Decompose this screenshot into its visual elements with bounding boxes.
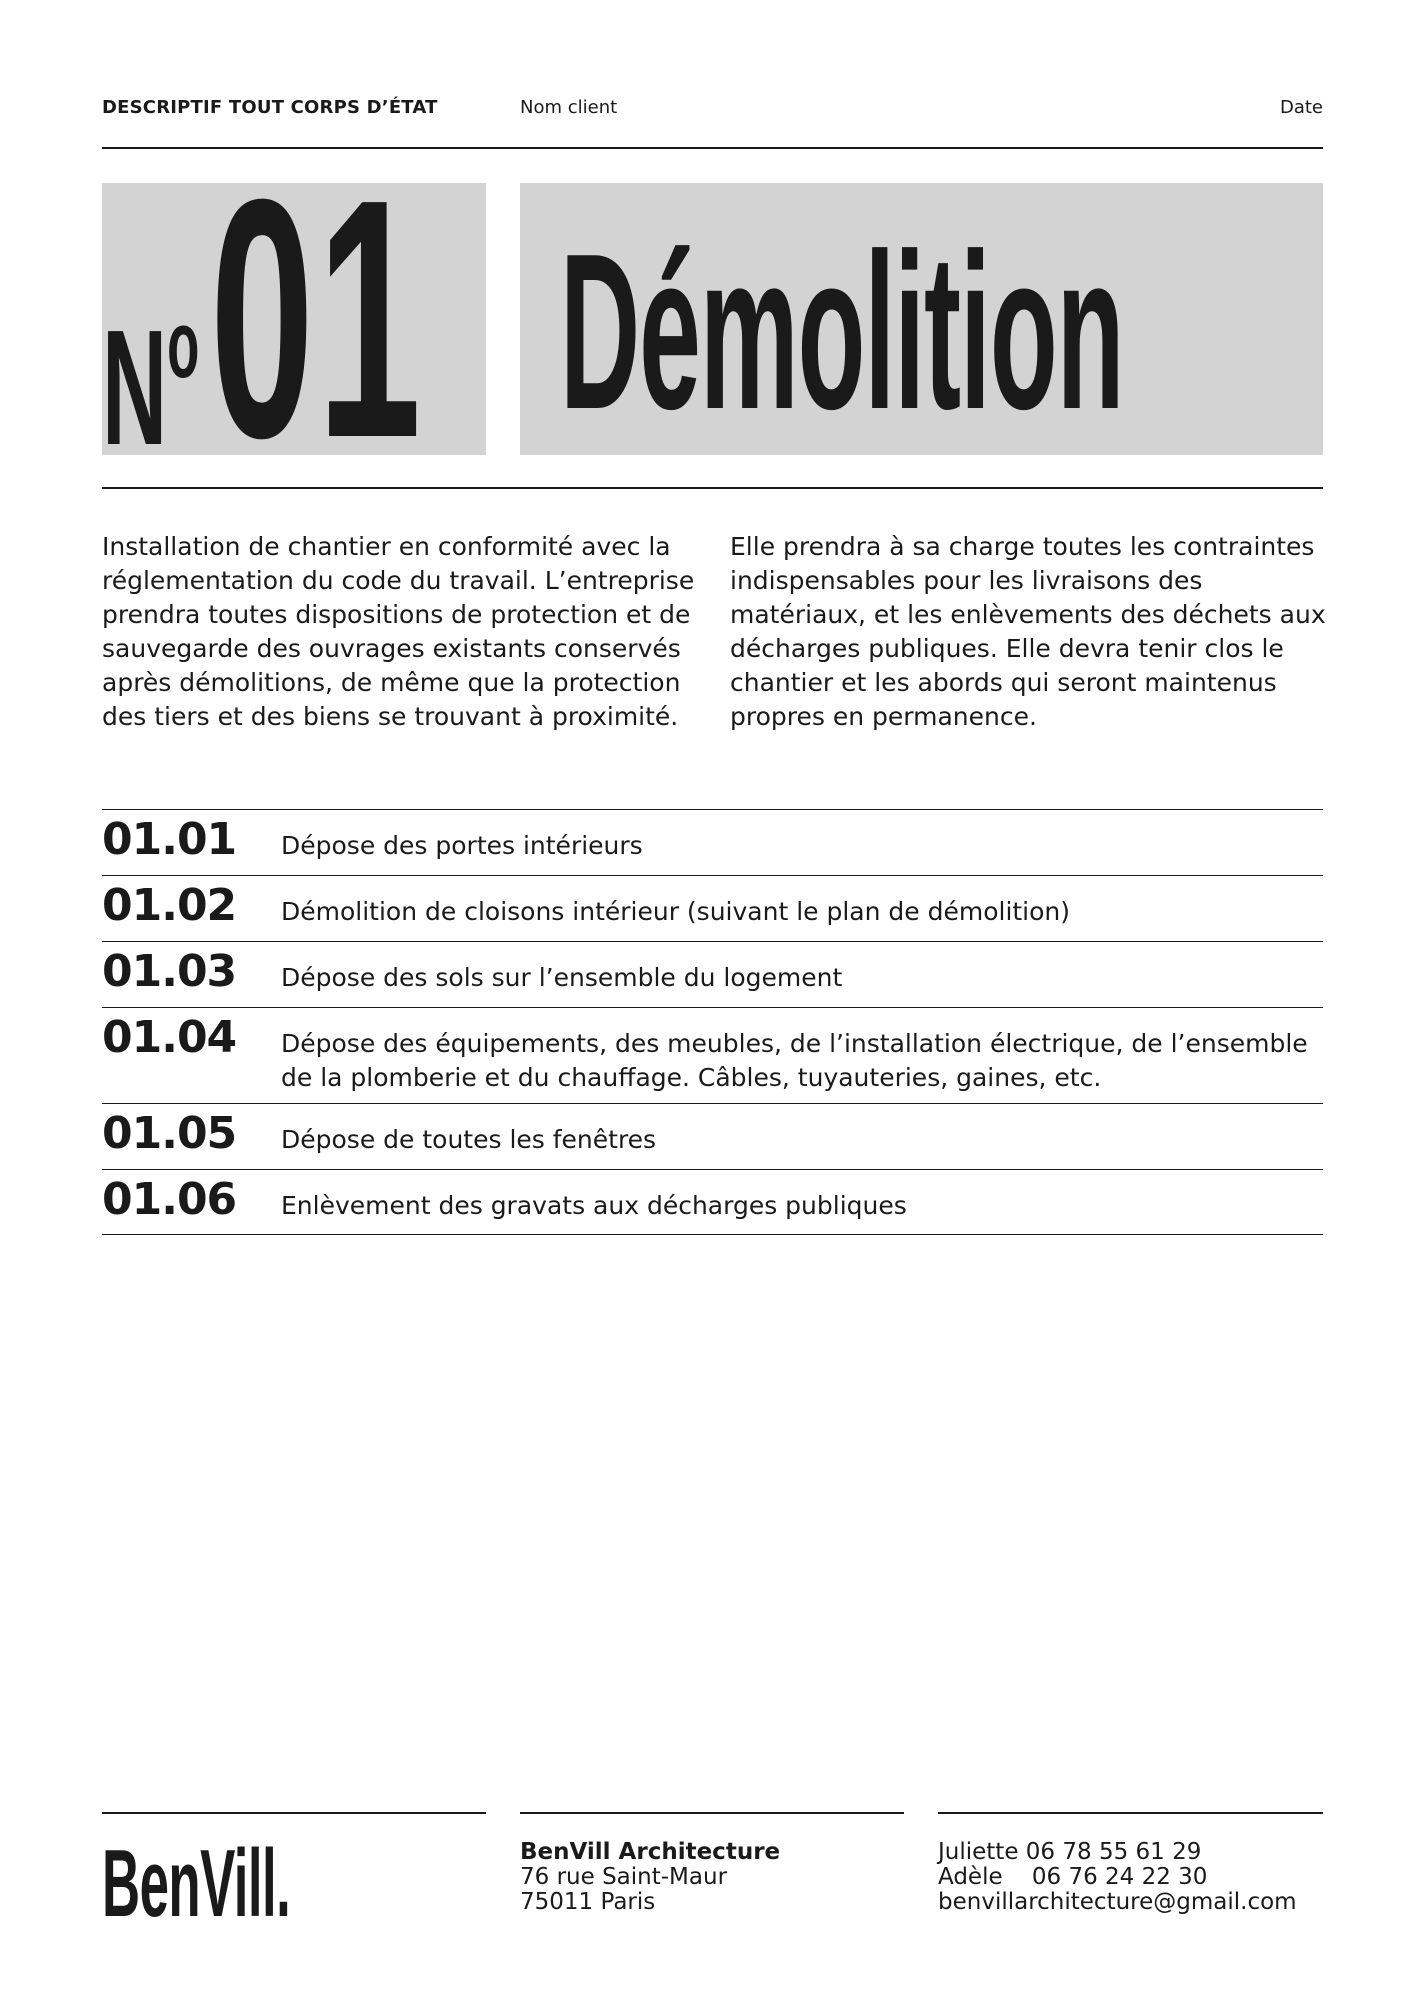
item-description: Dépose des équipements, des meubles, de l’installation électrique, de l’ensemble de la plomberie et du chauffage. Câbles, tuyauteries, gaines, etc. (281, 1029, 1308, 1092)
item-description: Dépose des sols sur l’ensemble du logement (281, 963, 843, 992)
list-item (102, 1103, 1323, 1169)
list-item (102, 875, 1323, 941)
list-item (102, 941, 1323, 1007)
company-contacts (938, 1840, 1297, 1915)
title-rule (102, 487, 1323, 489)
footer-rule-left (102, 1812, 486, 1814)
footer-rule-middle (520, 1812, 904, 1814)
list-item (102, 1007, 1323, 1103)
item-description: Dépose des portes intérieurs (281, 831, 643, 860)
contact-email: benvillarchitecture@gmail.com (938, 1889, 1297, 1915)
item-number: 01.02 (102, 880, 237, 931)
company-logo: BenVill. (102, 1830, 291, 1937)
section-title-box (520, 183, 1323, 455)
item-number: 01.03 (102, 946, 237, 997)
list-item (102, 809, 1323, 875)
footer-rule-right (938, 1812, 1323, 1814)
number-sign (102, 291, 200, 455)
work-items-list (102, 809, 1323, 1235)
client-name: Nom client (520, 97, 618, 118)
item-description: Enlèvement des gravats aux décharges publiques (281, 1191, 907, 1220)
document-date: Date (1279, 97, 1323, 118)
company-name: BenVill Architecture (520, 1839, 781, 1865)
number-sign-o: o (167, 291, 200, 398)
header-rule (102, 147, 1323, 149)
contact-phone-juliette: Juliette 06 78 55 61 29 (938, 1839, 1202, 1865)
list-item (102, 1169, 1323, 1235)
section-title: Démolition (560, 208, 1124, 455)
item-number: 01.04 (102, 1012, 237, 1063)
address-city: 75011 Paris (520, 1889, 656, 1915)
item-number: 01.05 (102, 1108, 237, 1159)
company-address (520, 1840, 780, 1915)
item-number: 01.01 (102, 814, 237, 865)
number-sign-n: N (102, 295, 168, 455)
intro-paragraph-right: Elle prendra à sa charge toutes les contraintes indispensables pour les livraisons des matériaux, et les enlèvements des déchets aux décharges publiques. Elle devra tenir clos le chantier et les abords qui seront maintenus propres en permanence. (730, 532, 1326, 731)
address-street: 76 rue Saint-Maur (520, 1864, 728, 1890)
intro-paragraph-left: Installation de chantier en conformité avec la réglementation du code du travail. L’entreprise prendra toutes dispositions de protection et de sauvegarde des ouvrages existants conservés après démolitions, de même que la protection des tiers et des biens se trouvant à proximité. (102, 532, 695, 731)
section-number: 01 (210, 183, 425, 455)
item-number: 01.06 (102, 1174, 237, 1225)
contact-phone-adele: Adèle 06 76 24 22 30 (938, 1864, 1208, 1890)
section-number-box (102, 183, 486, 455)
document-type: DESCRIPTIF TOUT CORPS D’ÉTAT (102, 97, 438, 118)
item-description: Dépose de toutes les fenêtres (281, 1125, 657, 1154)
item-description: Démolition de cloisons intérieur (suivant le plan de démolition) (281, 897, 1071, 926)
